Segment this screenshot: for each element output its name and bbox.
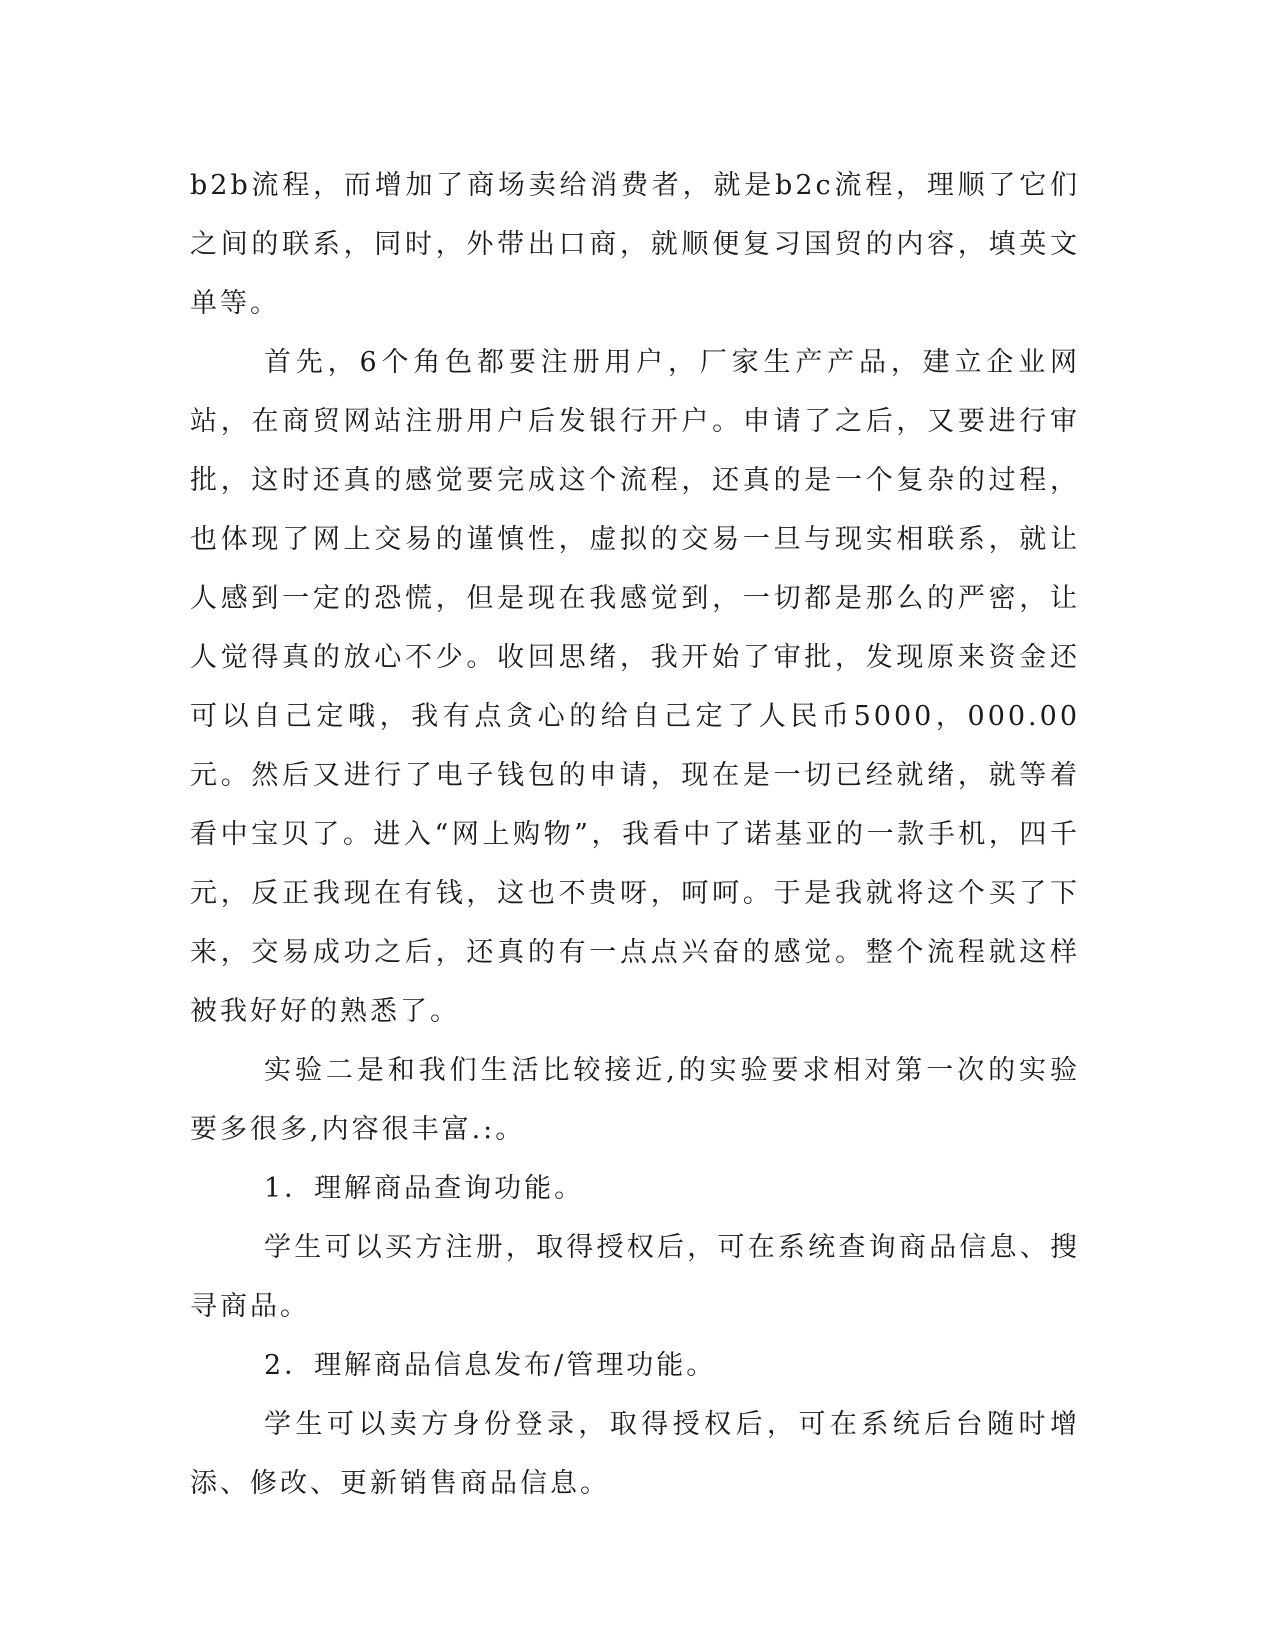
paragraph-seller-login: 学生可以卖方身份登录，取得授权后，可在系统后台随时增添、修改、更新销售商品信息。 [190, 1409, 1080, 1499]
paragraph-registration-process: 首先，6个角色都要注册用户，厂家生产产品，建立企业网站，在商贸网站注册用户后发银行开户。申请了之后，又要进行审批，这时还真的感觉要完成这个流程，还真的是一个复杂的过程，也体现了网上交易的谨慎性，虚拟的交易一旦与现实相联系，就让人感到一定的恐慌，但是现在我感觉到，一切都是那么的严密，让人觉得真的放心不少。收回思绪，我开始了审批，发现原来资金还可以自己定哦，我有点贪心的给自己定了人民币5000，000.00元。然后又进行了电子钱包的申请，现在是一切已经就绪，就等着看中宝贝了。进入“网上购物”，我看中了诺基亚的一款手机，四千元，反正我现在有钱，这也不贵呀，呵呵。于是我就将这个买了下来，交易成功之后，还真的有一点点兴奋的感觉。整个流程就这样被我好好的熟悉了。 [190, 347, 1080, 1027]
list-item-publish-function: 2．理解商品信息发布/管理功能。 [264, 1350, 717, 1381]
paragraph-experiment-two: 实验二是和我们生活比较接近,的实验要求相对第一次的实验要多很多,内容很丰富.:。 [190, 1055, 1080, 1145]
list-item-query-function: 1．理解商品查询功能。 [264, 1173, 585, 1204]
document-body [190, 156, 1080, 1513]
paragraph-buyer-registration: 学生可以买方注册，取得授权后，可在系统查询商品信息、搜寻商品。 [190, 1232, 1080, 1322]
paragraph-b2b-b2c-flow: b2b流程，而增加了商场卖给消费者，就是b2c流程，理顺了它们之间的联系，同时，外带出口商，就顺便复习国贸的内容，填英文单等。 [190, 170, 1080, 319]
